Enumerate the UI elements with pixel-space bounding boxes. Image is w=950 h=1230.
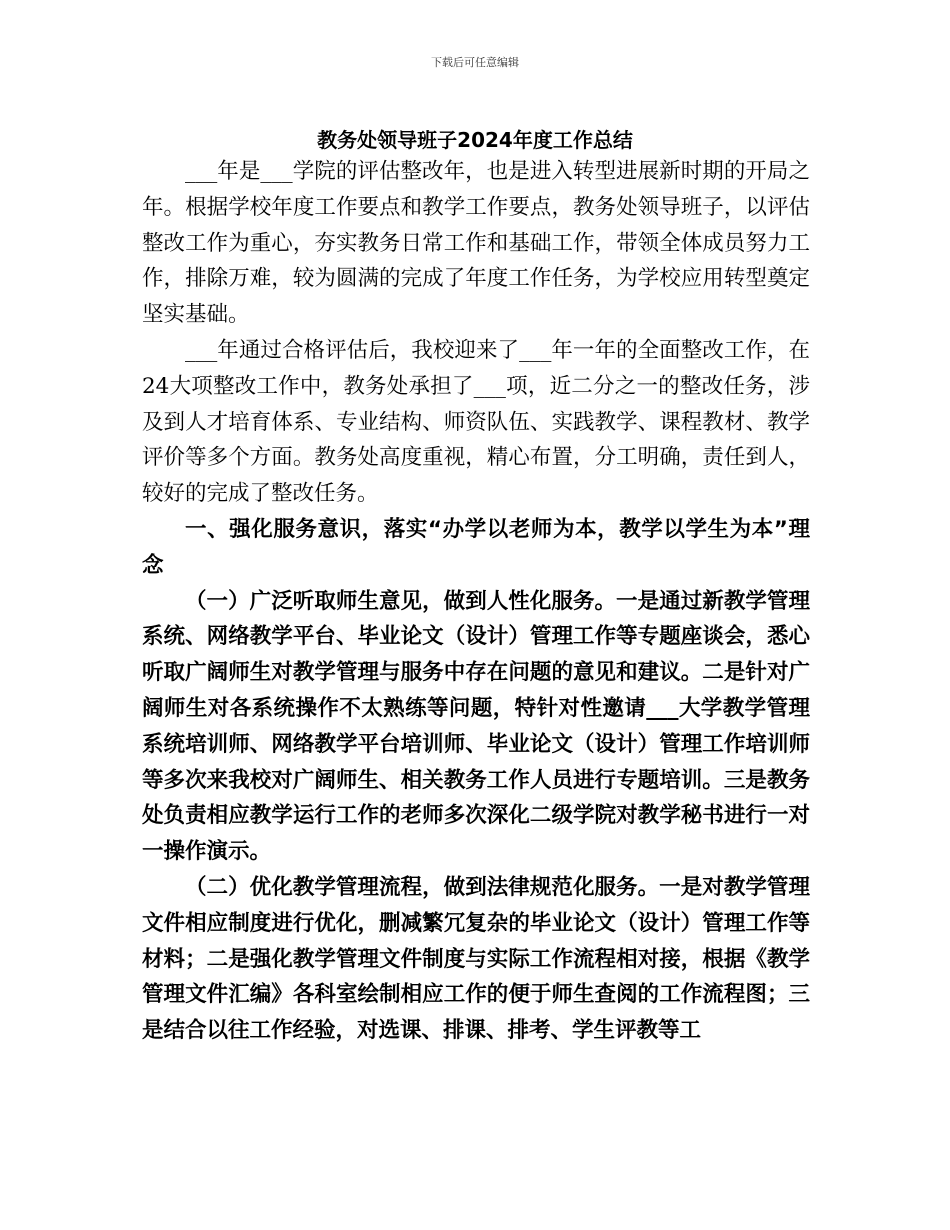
paragraph-2: ___年通过合格评估后，我校迎来了___年一年的全面整改工作，在24大项整改工作中，教务处承担了___项，近二分之一的整改任务，涉及到人才培育体系、专业结构、师资队伍、实践教学、课程教材、教学评价等多个方面。教务处高度重视，精心布置，分工明确，责任到人，较好的完成了整改任务。 xyxy=(142,337,810,507)
paragraph-1: ___年是___学院的评估整改年，也是进入转型进展新时期的开局之年。根据学校年度工作要点和教学工作要点，教务处领导班子，以评估整改工作为重心，夯实教务日常工作和基础工作，带领全体成员努力工作，排除万难，较为圆满的完成了年度工作任务，为学校应用转型奠定坚实基础。 xyxy=(142,159,810,328)
paragraph-4: （二）优化教学管理流程，做到法律规范化服务。一是对教学管理文件相应制度进行优化，删减繁冗复杂的毕业论文（设计）管理工作等材料；二是强化教学管理文件制度与实际工作流程相对接，根据《教学管理文件汇编》各科室绘制相应工作的便于师生查阅的工作流程图；三是结合以往工作经验，对选课、排课、排考、学生评教等工 xyxy=(142,874,810,1044)
header-note: 下载后可任意编辑 xyxy=(431,56,519,69)
section-heading-1: 一、强化服务意识，落实“办学以老师为本，教学以学生为本”理念 xyxy=(142,516,810,578)
document-body xyxy=(142,154,810,1049)
paragraph-3: （一）广泛听取师生意见，做到人性化服务。一是通过新教学管理系统、网络教学平台、毕业论文（设计）管理工作等专题座谈会，悉心听取广阔师生对教学管理与服务中存在问题的意见和建议。二是针对广阔师生对各系统操作不太熟练等问题，特针对性邀请___大学教学管理系统培训师、网络教学平台培训师、毕业论文（设计）管理工作培训师等多次来我校对广阔师生、相关教务工作人员进行专题培训。三是教务处负责相应教学运行工作的老师多次深化二级学院对教学秘书进行一对一操作演示。 xyxy=(142,588,810,865)
document-title: 教务处领导班子2024年度工作总结 xyxy=(317,128,633,152)
